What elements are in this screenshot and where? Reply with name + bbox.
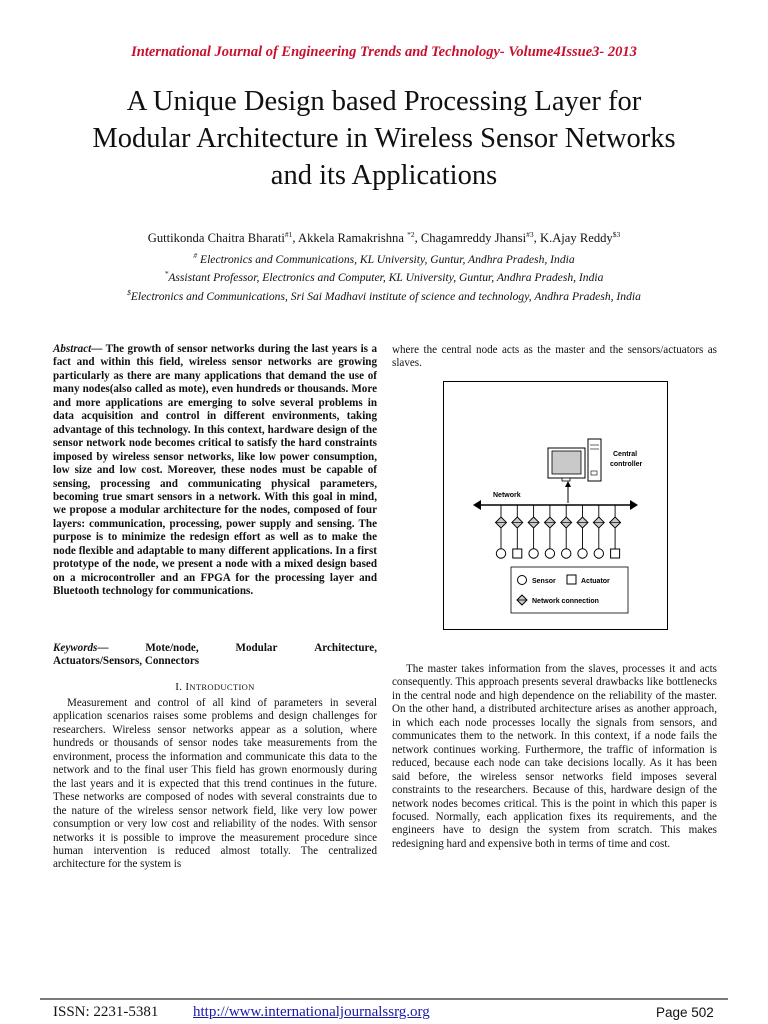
affiliation-mark: $ [127, 288, 131, 298]
paper-title [40, 83, 728, 194]
sensor-icon [594, 549, 603, 558]
actuator-icon [513, 549, 522, 558]
legend-connection-label: Network connection [532, 598, 599, 605]
keywords-label: Keywords [53, 642, 98, 654]
legend-sensor-label: Sensor [532, 578, 556, 585]
keywords-line [53, 642, 377, 655]
author-name: , Chagamreddy Jhansi [414, 231, 527, 245]
abstract-label: Abstract [53, 343, 92, 355]
keywords-dash: — [97, 642, 109, 654]
paragraph-block [392, 663, 717, 851]
controller-label: controller [610, 461, 643, 468]
central-label: Central [613, 451, 638, 458]
paragraph: The master takes information from the slaves, processes it and acts consequently. This approach presents several drawbacks like bottlenecks in the central node and high dependence on the reliability of the master. On the other hand, a distributed architecture arises as another approach, in which each node processes locally the signals from sensors, and communicates them to the network. In this context, if a node fails the network continues working. Furthermore, the traffic of information is reduced, because each node can take decisions locally. As it has been said before, the wireless sensor networks field imposes several constraints to the researchers. Because of this, hardware design of the network nodes becomes critical. This is the point in which this paper is focused. Normally, each application fixes its requirements, and the engineers have to design the system from scratch. This makes redesigning hard and expensive both in terms of time and cost. [392, 663, 717, 850]
affiliation [0, 290, 768, 303]
author-name: , K.Ajay Reddy [533, 231, 613, 245]
abstract [53, 343, 377, 599]
sensor-icon [562, 549, 571, 558]
paragraph: Measurement and control of all kind of parameters in several application scenarios raises some problems and design challenges for researchers. Wireless sensor networks appear as a solution, where hundreds or thousands of sensor nodes take measurements from the environment, process the information and communicate this data to the network and to the final user This field has grown enormously during the last years and it is expected that this trend continues in the future. These networks are composed of nodes with several constraints due to the nature of the wireless sensor network field, like very low power consumption or very low cost and reliability of the nodes. With sensor networks it is possible to improve the measurement procedure since human intervention is reduced almost totally. The centralized architecture for the system is [53, 697, 377, 871]
network-architecture-figure [443, 381, 668, 630]
title-line: and its Applications [270, 160, 498, 191]
title-line: A Unique Design based Processing Layer for [126, 86, 642, 117]
legend-actuator-label: Actuator [581, 578, 610, 585]
author-mark: *2 [407, 229, 415, 239]
network-label: Network [493, 492, 521, 499]
affiliation-text: Electronics and Communications, KL University, Guntur, Andhra Pradesh, India [197, 253, 575, 266]
actuator-icon [611, 549, 620, 558]
section-title-initial: I [185, 681, 190, 693]
keyword: Architecture, [314, 642, 377, 654]
keywords-lead [53, 642, 108, 655]
affiliation [0, 271, 768, 284]
affiliation-mark: * [164, 269, 169, 279]
author-name: Guttikonda Chaitra Bharati [147, 231, 285, 245]
page-number: Page 502 [656, 1005, 714, 1020]
abstract-text: — The growth of sensor networks during the last years is a fact and within this field, wireless sensor networks are growing particularly as there are many applications that demand the use of many nodes(also called as mote), even hundreds or thousands. More and more applications are emerging to solve several problems in data acquisition and control in different environments, taking advantage of this technology. In this context, hardware design of the sensor network node becomes critical to satisfy the hard constraints imposed by wireless sensor networks, like low power consumption, low size and low cost. Moreover, these nodes must be capable of sensing, processing and communicating physical parameters, becoming true smart sensors in a network. With this goal in mind, we propose a modular architecture for the nodes, composed of four layers: communication, processing, power supply and sensing. The purpose is to minimize the redesign effort as well as to make the node flexible and adaptable to many different applications. In a first prototype of the node, we present a node with a mixed design based on a microcontroller and an FPGA for the processing layer and Bluetooth technology for communications. [53, 343, 377, 598]
issn: ISSN: 2231-5381 [53, 1004, 159, 1020]
author-mark: $3 [612, 229, 621, 239]
author-mark: #3 [526, 229, 534, 239]
title-line: Modular Architecture in Wireless Sensor Networks [92, 123, 676, 154]
author-mark: #1 [284, 229, 293, 239]
actuator-legend-icon [567, 575, 576, 584]
section-number: I. [175, 681, 183, 693]
footer-divider [40, 998, 728, 1000]
section-heading [53, 681, 377, 693]
affiliation-text: Electronics and Communications, Sri Sai Madhavi institute of science and technology, Andhra Pradesh, India [130, 290, 641, 303]
sensor-icon [496, 549, 505, 558]
journal-header: International Journal of Engineering Trends and Technology- Volume4Issue3- 2013 [131, 44, 637, 60]
keyword: Modular [235, 642, 278, 654]
introduction-body [53, 697, 377, 872]
sensor-icon [578, 549, 587, 558]
affiliation-text: Assistant Professor, Electronics and Computer, KL University, Guntur, Andhra Pradesh, India [168, 271, 604, 284]
author-list [0, 231, 768, 246]
journal-url-link[interactable]: http://www.internationaljournalssrg.org [193, 1004, 430, 1020]
author-name: , Akkela Ramakrishna [292, 231, 408, 245]
keywords-line-2: Actuators/Sensors, Connectors [53, 655, 200, 668]
sensor-icon [529, 549, 538, 558]
sensor-legend-icon [518, 576, 527, 585]
section-title-rest: NTRODUCTION [189, 682, 255, 692]
paragraph-continuation: where the central node acts as the master and the sensors/actuators as slaves. [392, 344, 717, 370]
affiliation [0, 253, 768, 266]
legend [511, 567, 628, 613]
sensor-icon [545, 549, 554, 558]
affiliation-mark: # [193, 251, 198, 261]
keywords [53, 642, 377, 669]
keyword: Mote/node, [145, 642, 199, 654]
